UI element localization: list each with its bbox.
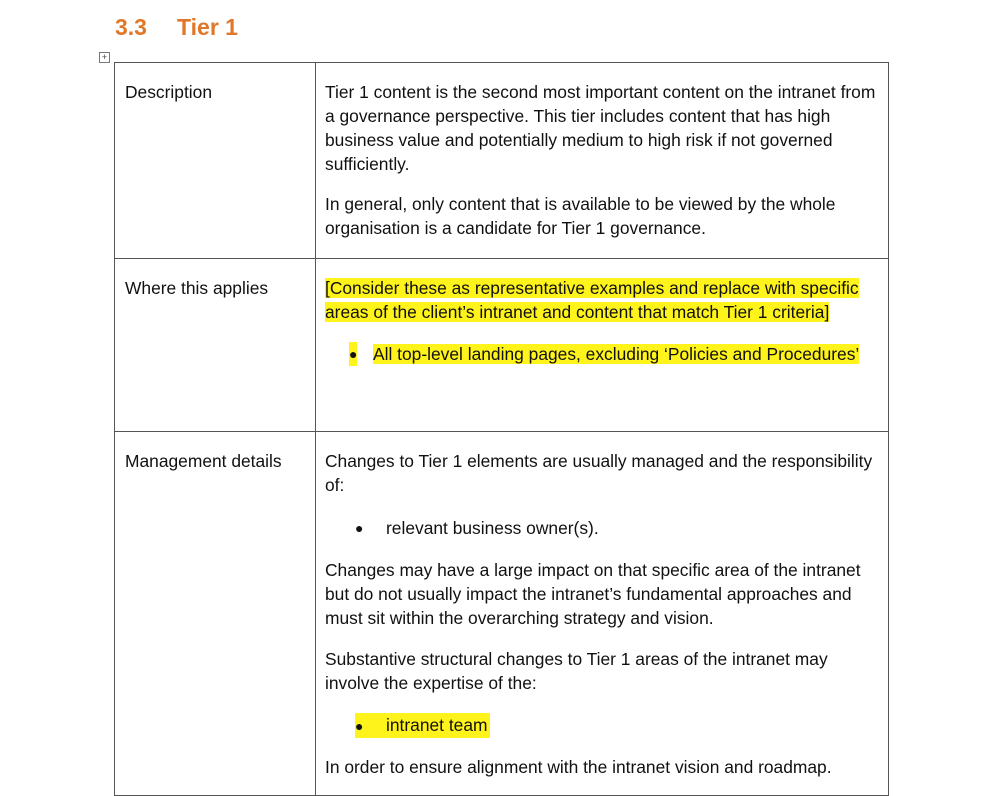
- bullet-icon: ●: [355, 520, 364, 536]
- description-paragraph-1: Tier 1 content is the second most important content on the intranet from a governance perspective. This tier includes content that has high business value and potentially medium to high risk if not governed sufficiently.: [325, 82, 876, 174]
- row-content-cell: [316, 259, 889, 432]
- tier-table: [114, 62, 889, 796]
- row-label-cell: [115, 63, 316, 259]
- management-paragraph-1: Changes to Tier 1 elements are usually managed and the responsibility of:: [325, 451, 873, 495]
- description-paragraph-2: In general, only content that is available to be viewed by the whole organisation is a candidate for Tier 1 governance.: [325, 194, 836, 238]
- examples-note-text: [Consider these as representative examples and replace with specific areas of the client’s intranet and content that match Tier 1 criteria]: [325, 278, 859, 322]
- intranet-team-bullet: [355, 713, 490, 738]
- examples-note: [325, 276, 878, 324]
- section-number: 3.3: [115, 14, 147, 40]
- row-label-description: Description: [125, 82, 212, 102]
- row-label-management: Management details: [125, 451, 282, 471]
- section-heading: [115, 14, 238, 41]
- list-item: [325, 713, 878, 738]
- bullet-icon: ●: [355, 718, 364, 734]
- table-row-description: [115, 63, 889, 259]
- row-label-cell: [115, 432, 316, 796]
- management-paragraph-3: Substantive structural changes to Tier 1 areas of the intranet may involve the expertise of the:: [325, 649, 828, 693]
- list-item: [325, 342, 878, 366]
- landing-pages-bullet-text: All top-level landing pages, excluding ‘Policies and Procedures’: [373, 344, 860, 364]
- table-row-where-applies: [115, 259, 889, 432]
- row-label-where-applies: Where this applies: [125, 278, 269, 298]
- row-content-cell: [316, 63, 889, 259]
- table-row-management: [115, 432, 889, 796]
- intranet-team-bullet-text: intranet team: [386, 715, 488, 735]
- management-paragraph-4: In order to ensure alignment with the intranet vision and roadmap.: [325, 757, 832, 777]
- row-label-cell: [115, 259, 316, 432]
- business-owner-bullet-text: relevant business owner(s).: [386, 518, 599, 538]
- table-move-handle-icon[interactable]: +: [99, 52, 110, 63]
- row-content-cell: [316, 432, 889, 796]
- list-item: [325, 516, 878, 540]
- management-paragraph-2: Changes may have a large impact on that specific area of the intranet but do not usually impact the intranet’s fundamental approaches and must sit within the overarching strategy and vision.: [325, 560, 861, 628]
- section-title: Tier 1: [177, 14, 238, 40]
- bullet-icon: ●: [349, 342, 357, 366]
